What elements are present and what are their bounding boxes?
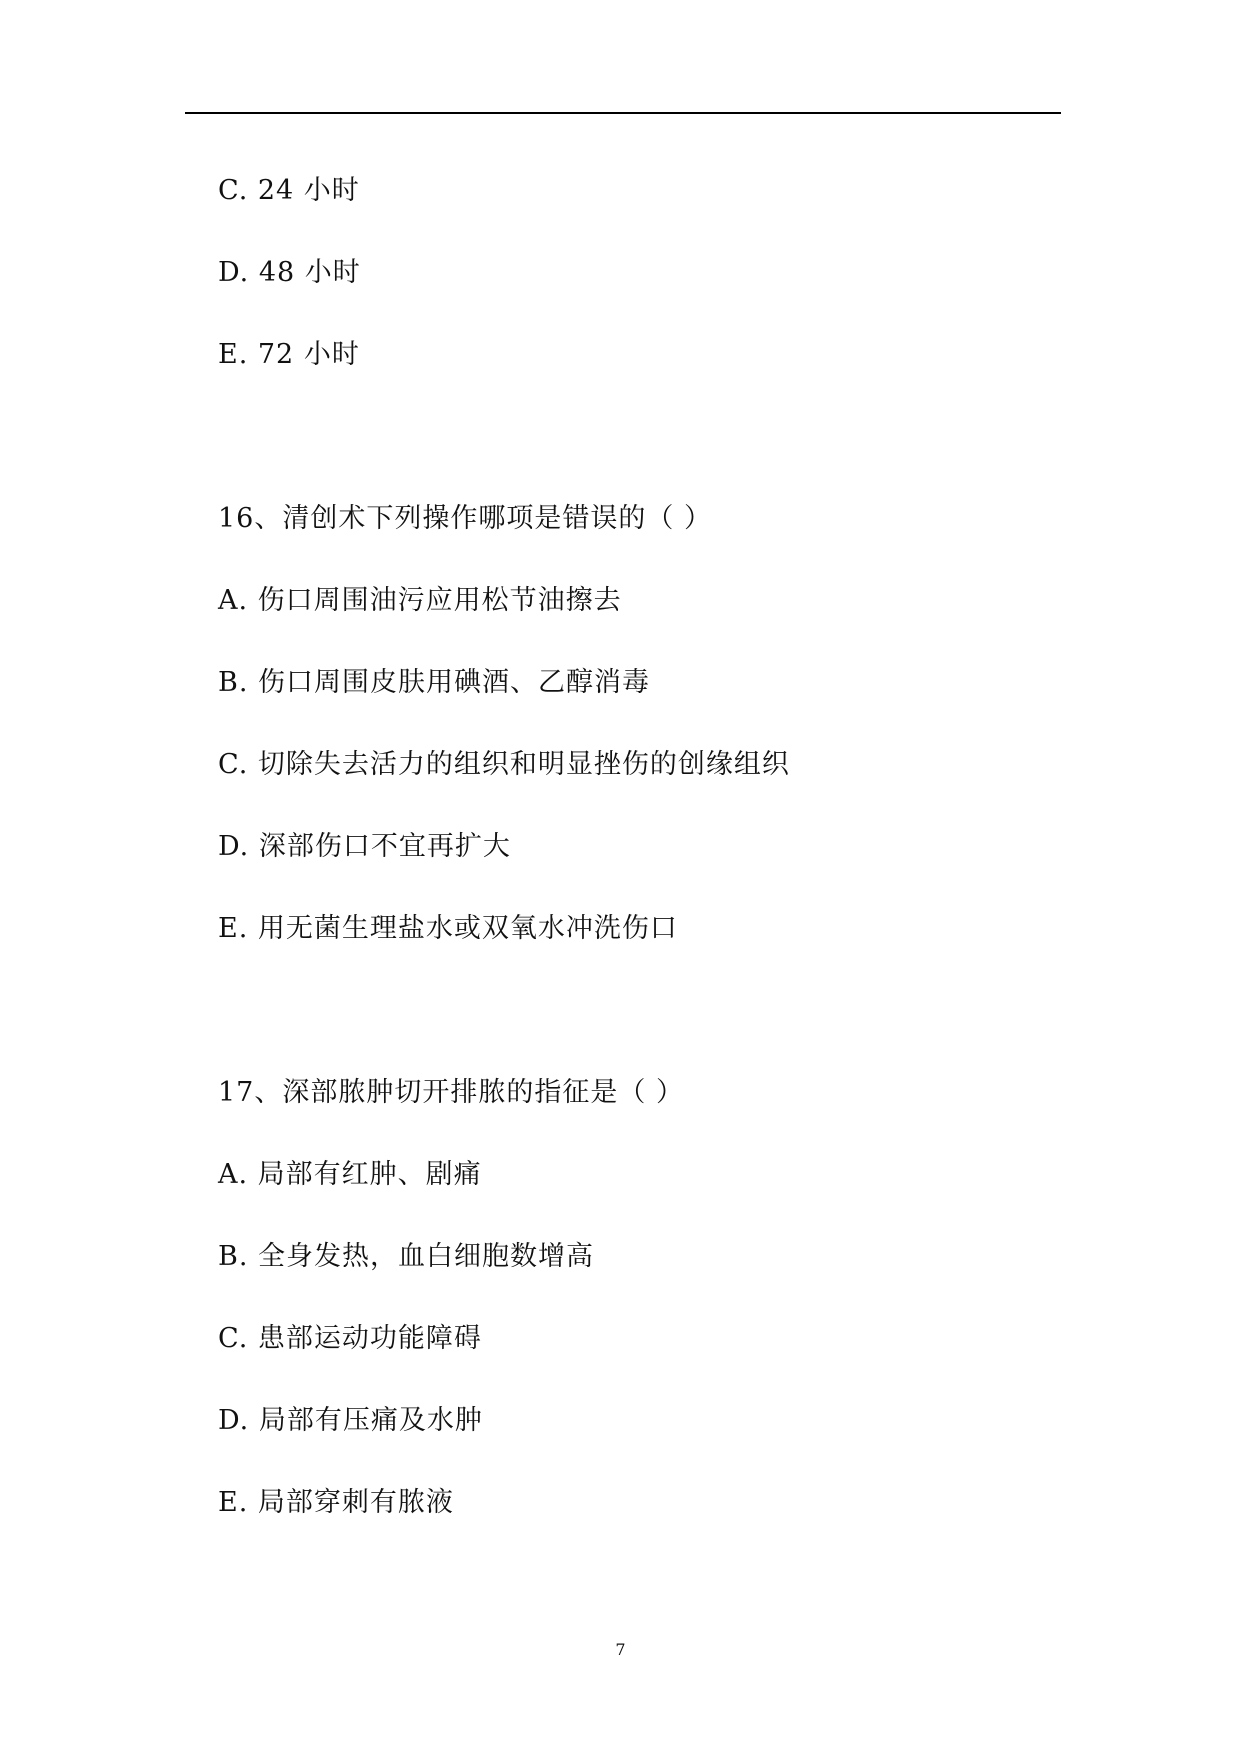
q17-option-e: E. 局部穿刺有脓液 [218,1487,454,1518]
q16-option-c: C. 切除失去活力的组织和明显挫伤的创缘组织 [218,749,790,780]
q17-option-c: C. 患部运动功能障碍 [218,1323,482,1354]
question-16-stem: 16、清创术下列操作哪项是错误的（ ） [218,503,712,534]
header-rule [185,112,1061,114]
q15-option-c: C. 24 小时 [218,175,360,206]
q17-option-a: A. 局部有红肿、剧痛 [218,1159,482,1190]
q16-option-d: D. 深部伤口不宜再扩大 [218,831,511,862]
q16-option-b: B. 伤口周围皮肤用碘酒、乙醇消毒 [218,667,651,698]
page-number: 7 [615,1640,626,1659]
q16-option-a: A. 伤口周围油污应用松节油擦去 [218,585,622,616]
q15-option-d: D. 48 小时 [218,257,361,288]
q16-option-e: E. 用无菌生理盐水或双氧水冲洗伤口 [218,913,678,944]
q15-option-e: E. 72 小时 [218,339,360,370]
q17-option-d: D. 局部有压痛及水肿 [218,1405,483,1436]
q17-option-b: B. 全身发热，血白细胞数增高 [218,1241,595,1272]
question-17-stem: 17、深部脓肿切开排脓的指征是（ ） [218,1077,684,1108]
